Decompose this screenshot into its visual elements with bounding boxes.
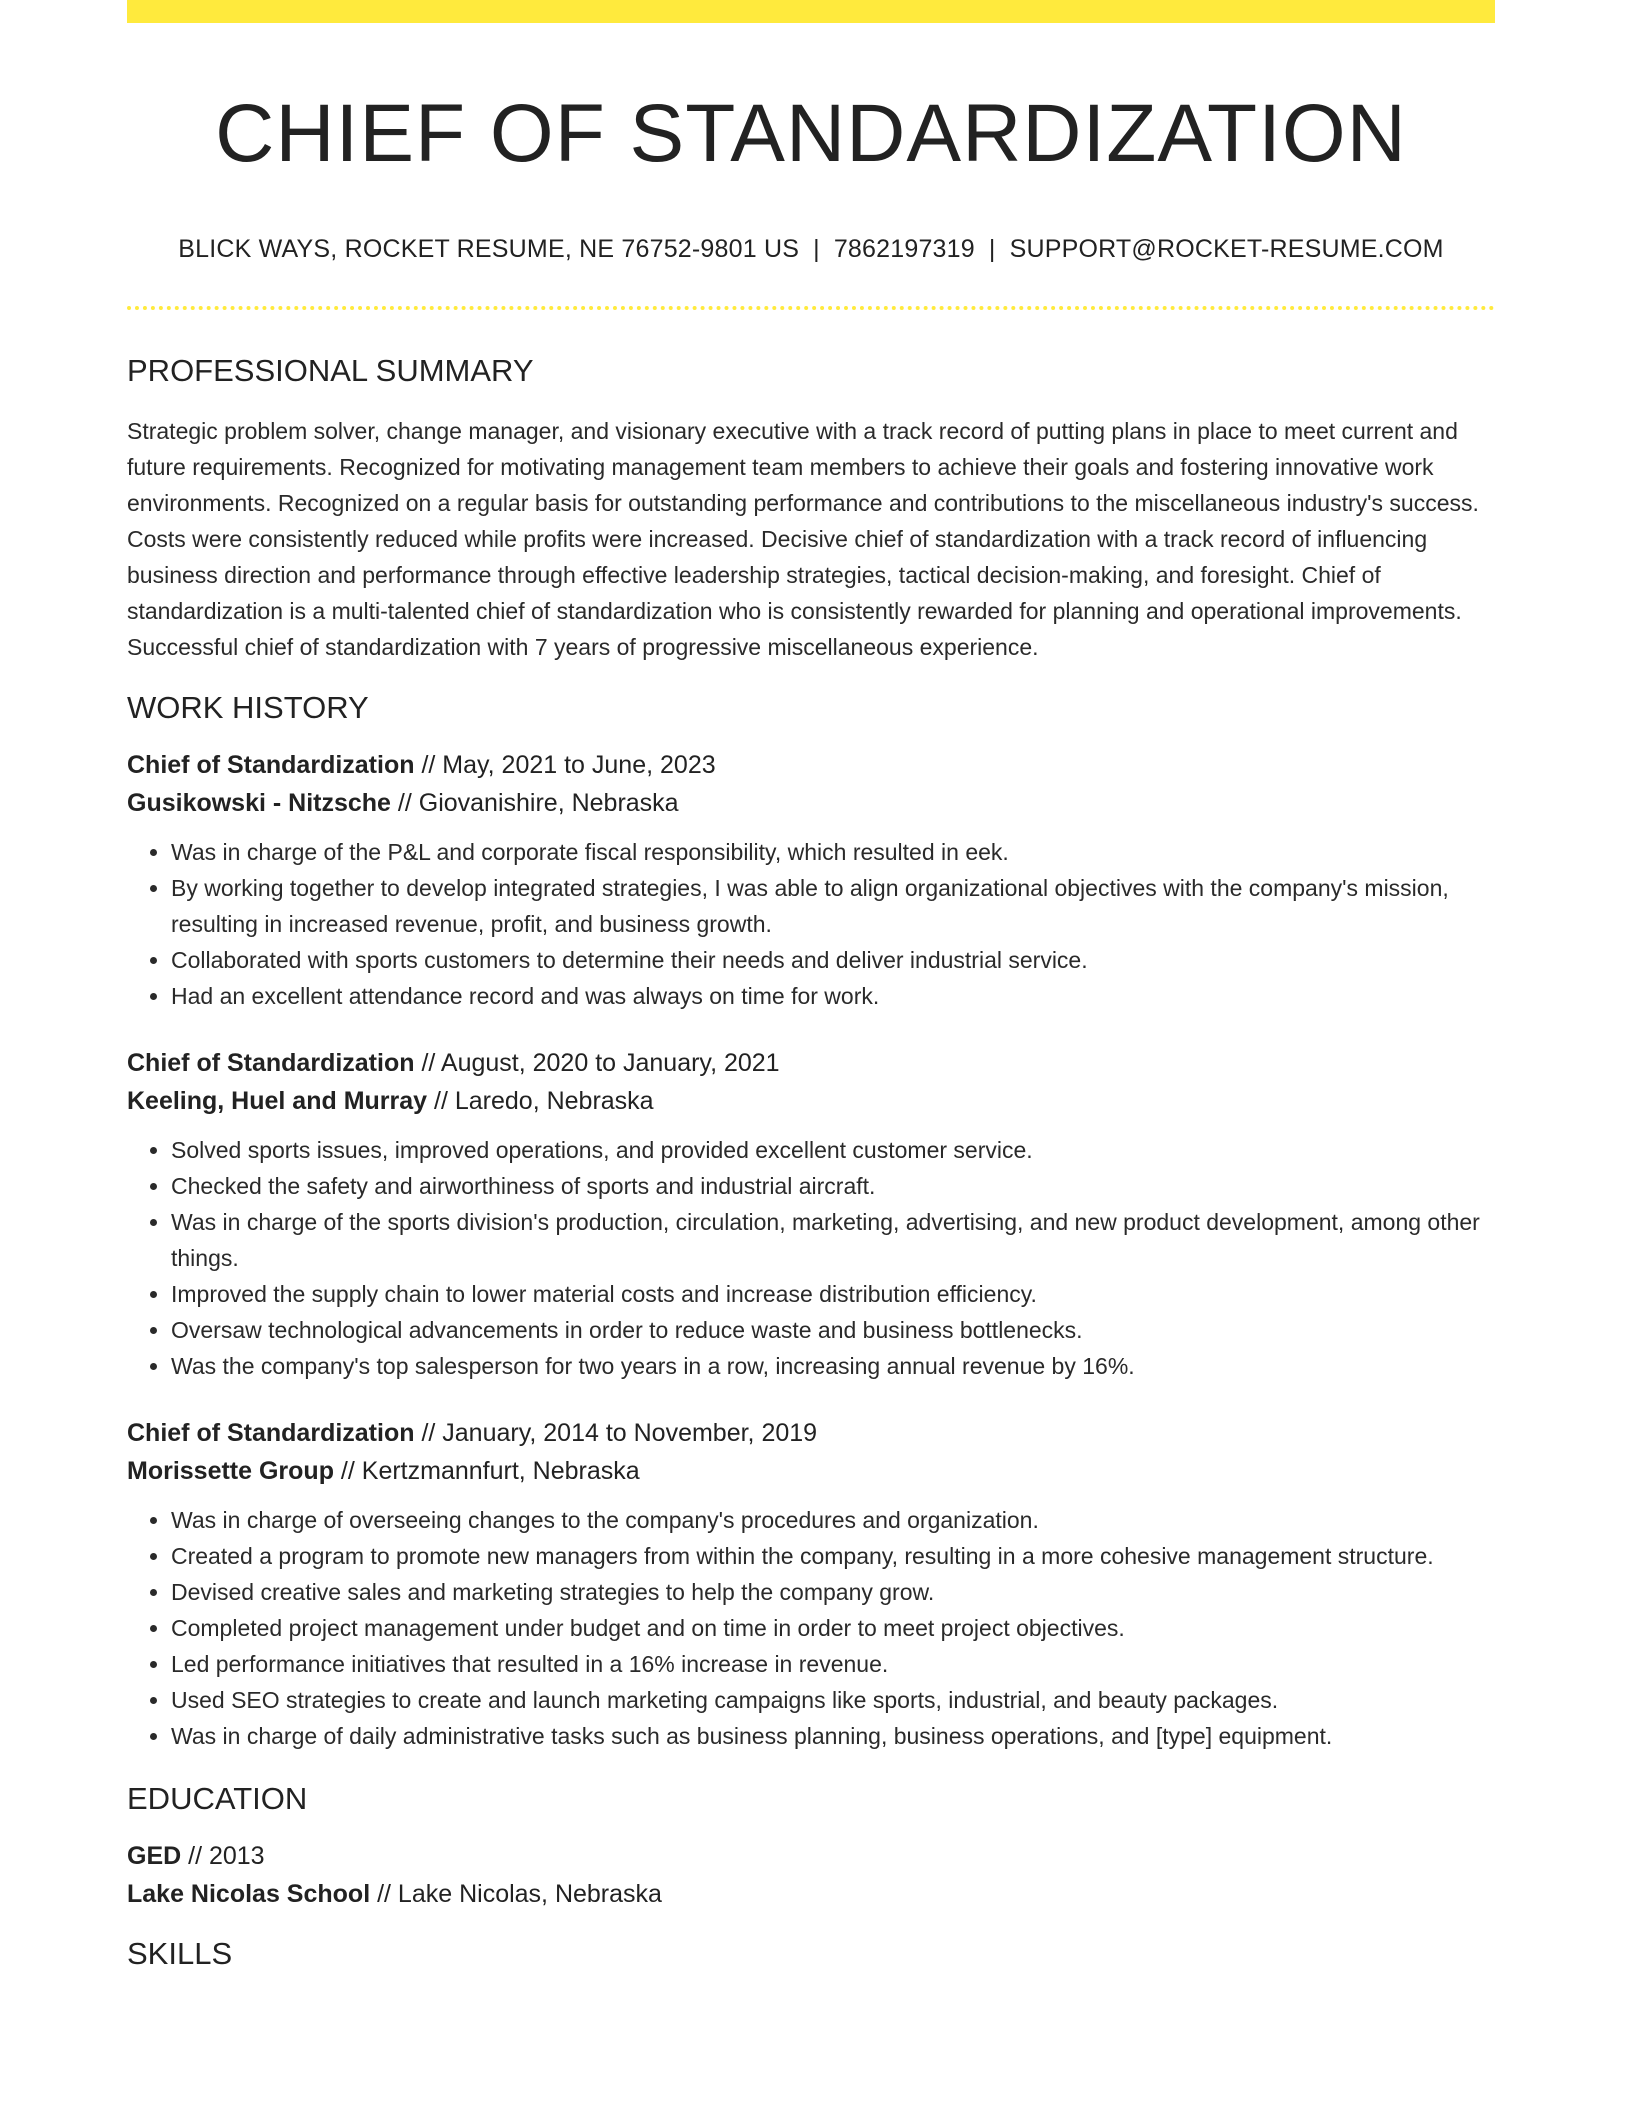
- job-dates: // January, 2014 to November, 2019: [414, 1419, 818, 1448]
- job-location: // Kertzmannfurt, Nebraska: [333, 1457, 640, 1486]
- education-entry: [127, 1837, 1495, 1913]
- job-company: Gusikowski - Nitzsche: [127, 789, 391, 818]
- resume-page: [127, 0, 1495, 1973]
- summary-heading: PROFESSIONAL SUMMARY: [127, 352, 534, 388]
- summary-text: Strategic problem solver, change manager, and visionary executive with a track record of putting plans in place to meet current and future requirements. Recognized for motivating management team members to achieve their goals and fostering innovative work environments. Recognized on a regular basis for outstanding performance and contributions to the miscellaneous industry's success. Costs were consistently reduced while profits were increased. Decisive chief of standardization with a track record of influencing business direction and performance through effective leadership strategies, tactical decision-making, and foresight. Chief of standardization is a multi-talented chief of standardization who is consistently rewarded for planning and operational improvements. Successful chief of standardization with 7 years of progressive miscellaneous experience.: [127, 418, 1479, 661]
- contact-email: SUPPORT@ROCKET-RESUME.COM: [1009, 235, 1444, 264]
- job-bullet: • Was the company's top salesperson for two years in a row, increasing annual revenue by 16%.: [171, 1348, 1495, 1384]
- job-entry: [127, 1044, 1495, 1384]
- job-company-line: [127, 1452, 1495, 1490]
- job-bullet: • Used SEO strategies to create and launch marketing campaigns like sports, industrial, and beauty packages.: [171, 1682, 1495, 1718]
- education-school-line: [127, 1875, 1495, 1913]
- job-bullet: • Was in charge of overseeing changes to the company's procedures and organization.: [171, 1502, 1495, 1538]
- work-history-heading: WORK HISTORY: [127, 690, 369, 726]
- job-title-line: [127, 1414, 1495, 1452]
- job-location: // Laredo, Nebraska: [427, 1087, 654, 1116]
- job-title: Chief of Standardization: [127, 1419, 415, 1448]
- job-bullet: • Solved sports issues, improved operations, and provided excellent customer service.: [171, 1132, 1495, 1168]
- job-bullet: • Was in charge of daily administrative tasks such as business planning, business operations, and [type] equipment.: [171, 1718, 1495, 1754]
- job-bullet: • Was in charge of the P&L and corporate fiscal responsibility, which resulted in eek.: [171, 834, 1495, 870]
- job-bullet: • Was in charge of the sports division's production, circulation, marketing, advertising, and new product development, among other things.: [171, 1204, 1495, 1276]
- education-heading: EDUCATION: [127, 1781, 308, 1817]
- job-entry: [127, 746, 1495, 1014]
- contact-separator: |: [813, 235, 820, 264]
- contact-address: BLICK WAYS, ROCKET RESUME, NE 76752-9801 US: [178, 235, 800, 264]
- job-bullet: • Had an excellent attendance record and was always on time for work.: [171, 978, 1495, 1014]
- job-bullet: • Devised creative sales and marketing strategies to help the company grow.: [171, 1574, 1495, 1610]
- job-dates: // August, 2020 to January, 2021: [414, 1049, 780, 1078]
- resume-title: CHIEF OF STANDARDIZATION: [215, 88, 1407, 179]
- job-title-line: [127, 746, 1495, 784]
- job-bullet: • Led performance initiatives that resulted in a 16% increase in revenue.: [171, 1646, 1495, 1682]
- dotted-divider: [127, 306, 1495, 310]
- education-location: // Lake Nicolas, Nebraska: [370, 1880, 662, 1909]
- skills-heading: SKILLS: [127, 1936, 233, 1972]
- job-bullet: • Checked the safety and airworthiness of sports and industrial aircraft.: [171, 1168, 1495, 1204]
- job-bullet: • Created a program to promote new managers from within the company, resulting in a more cohesive management structure.: [171, 1538, 1495, 1574]
- job-bullet: • Completed project management under budget and on time in order to meet project objectives.: [171, 1610, 1495, 1646]
- contact-phone: 7862197319: [833, 235, 975, 264]
- job-bullet: • By working together to develop integrated strategies, I was able to align organizational objectives with the company's mission, resulting in increased revenue, profit, and business growth.: [171, 870, 1495, 942]
- job-company: Keeling, Huel and Murray: [127, 1087, 428, 1116]
- job-bullets: [127, 1502, 1495, 1754]
- job-bullet: • Improved the supply chain to lower material costs and increase distribution efficiency.: [171, 1276, 1495, 1312]
- contact-line: [127, 233, 1495, 266]
- job-location: // Giovanishire, Nebraska: [390, 789, 679, 818]
- job-company-line: [127, 1082, 1495, 1120]
- job-title: Chief of Standardization: [127, 751, 415, 780]
- education-degree: GED: [127, 1842, 182, 1871]
- job-bullets: [127, 834, 1495, 1014]
- job-bullet: • Collaborated with sports customers to determine their needs and deliver industrial service.: [171, 942, 1495, 978]
- job-title: Chief of Standardization: [127, 1049, 415, 1078]
- job-dates: // May, 2021 to June, 2023: [414, 751, 716, 780]
- education-year: // 2013: [181, 1842, 265, 1871]
- education-school: Lake Nicolas School: [127, 1880, 371, 1909]
- jobs-list: [127, 746, 1495, 1754]
- job-entry: [127, 1414, 1495, 1754]
- education-degree-line: [127, 1837, 1495, 1875]
- job-bullets: [127, 1132, 1495, 1384]
- job-company-line: [127, 784, 1495, 822]
- job-company: Morissette Group: [127, 1457, 334, 1486]
- job-title-line: [127, 1044, 1495, 1082]
- contact-separator: |: [988, 235, 996, 264]
- job-bullet: • Oversaw technological advancements in order to reduce waste and business bottlenecks.: [171, 1312, 1495, 1348]
- accent-top-bar: [127, 0, 1495, 23]
